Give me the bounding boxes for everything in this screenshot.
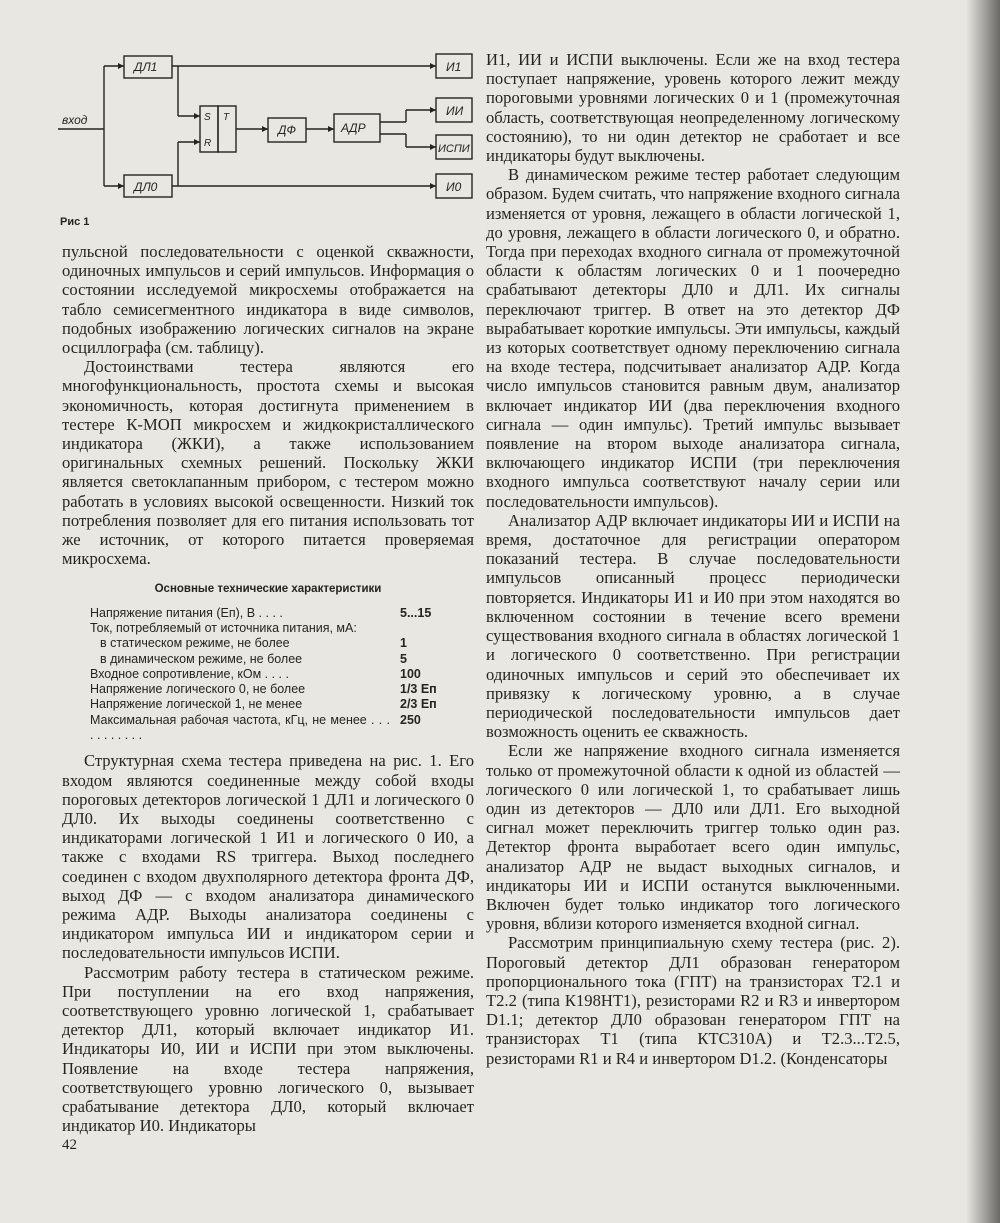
spec-row: [90, 713, 470, 744]
trigger-r-label: R: [204, 138, 212, 149]
spec-value: 250: [400, 712, 421, 727]
right-paragraph-3: Анализатор АДР включает индикаторы ИИ и ИСПИ на время, достаточное для регистрации оператором показаний тестера. В случае последовательности импульсов описанный процесс периодически повторяется. Индикаторы И1 и И0 при этом находятся во включенном состоянии в течение всего времени существования входного сигнала в областях логической 1 и логического 0 соответственно. При регистрации одиночных импульсов и серий это обеспечивает их привязку к логическому уровню, а в случае периодической последовательности импульсов дает возможность оценить ее скважность.: [486, 510, 900, 742]
i1-label: И1: [446, 60, 462, 74]
spec-value: 5...15: [400, 605, 432, 620]
right-paragraph-4: Если же напряжение входного сигнала изменяется только от промежуточной области к одной из областей — логического 0 или логической 1, то срабатывает лишь один из детекторов — ДЛ0 или ДЛ1. Его выходной сигнал может переключить триггер только один раз. Детектор фронта выработает всего один импульс, анализатор АДР не выдаст выходных сигналов, и индикаторы ИИ и ИСПИ останутся выключенными. Включен будет только индикатор того логического уровня, вблизи которого изменяется входной сигнал.: [486, 741, 900, 934]
spec-row: [90, 697, 470, 712]
figure-caption: Рис 1: [60, 216, 90, 228]
spec-value: 100: [400, 666, 421, 681]
left-paragraph-1: пульсной последовательности с оценкой скважности, одиночных импульсов и серий импульсов. Информация о состоянии исследуемой микросхемы отображается на табло семисегментного индикатора в виде символов, подобных изображению логических сигналов на экране осциллографа (см. таблицу).: [62, 242, 474, 358]
specs-title: Основные технические характеристики: [154, 583, 382, 596]
left-paragraph-4: Рассмотрим работу тестера в статическом режиме. При поступлении на его вход напряжения, соответствующего уровню логической 1, срабатывает детектор ДЛ1, который включает индикатор И1. Индикаторы И0, ИИ и ИСПИ при этом выключены. Появление на входе тестера напряжения, соответствующего уровню логического 0, вызывает срабатывание детектора ДЛ0, который включает индикатор И0. Индикаторы: [62, 962, 474, 1136]
left-paragraph-2: Достоинствами тестера являются его многофункциональность, простота схемы и высокая экономичность, которая достигнута применением в тестере К-МОП микросхем и жидкокристаллического индикатора (ЖКИ), а также использованием оригинальных схемных решений. Поскольку ЖКИ является светоклапанным прибором, с тестером можно работать в условиях высокой освещенности. Низкий ток потребления позволяет для его питания использовать тот же источник, от которого питается проверяемая микросхема.: [62, 357, 474, 569]
ii-label: ИИ: [446, 104, 464, 118]
df-label: ДФ: [278, 123, 296, 137]
left-column: [62, 242, 474, 1135]
spec-row: [90, 652, 470, 667]
spec-label: в статическом режиме, не более: [100, 636, 290, 651]
spec-value: 2/3 Eп: [400, 697, 437, 712]
spec-label: Напряжение логического 0, не более: [90, 682, 306, 697]
adr-label: АДР: [341, 121, 366, 135]
specs-table: [90, 606, 470, 744]
spec-label: Входное сопротивление, кОм . . . .: [90, 666, 289, 681]
spec-row: [90, 682, 470, 697]
page-edge-shadow: [966, 0, 1000, 1223]
dl1-label: ДЛ1: [134, 60, 158, 74]
spec-value: 1: [400, 636, 407, 651]
spec-label: Ток, потребляемый от источника питания, мА:: [90, 620, 357, 635]
right-column: [486, 50, 900, 1068]
trigger-s-label: S: [204, 112, 211, 123]
ispi-label: ИСПИ: [438, 143, 470, 155]
spec-label: Напряжение питания (Eп), В . . . .: [90, 605, 283, 620]
dl0-label: ДЛ0: [134, 180, 158, 194]
left-paragraph-3: Структурная схема тестера приведена на рис. 1. Его входом являются соединенные между собой входы пороговых детекторов логической 1 ДЛ1 и логического 0 ДЛ0. Их выходы соединены соответственно с индикаторами логической 1 И1 и логического 0 И0, а также с входами RS триггера. Выход последнего соединен с входом двухполярного детектора фронта ДФ, выход ДФ — с входом анализатора динамического режима АДР. Выходы анализатора соединены с индикатором импульса ИИ и индикатором серии и последовательности импульсов ИСПИ.: [62, 751, 474, 963]
spec-label: в динамическом режиме, не более: [100, 651, 303, 666]
trigger-t-label: T: [223, 112, 230, 123]
right-paragraph-2: В динамическом режиме тестер работает следующим образом. Будем считать, что напряжение входного сигнала изменяется от уровня, лежащего в области логической 1, до уровня, лежащего в области логического 0, и обратно. Тогда при переходах входного сигнала от промежуточной области к областям логических 0 и 1 поочередно срабатывают детекторы ДЛ0 и ДЛ1. Их сигналы переключают триггер. В ответ на это детектор ДФ вырабатывает короткие импульсы. Эти импульсы, каждый из которых соответствует одному переключению сигнала на входе тестера, подсчитывает анализатор АДР. Когда число импульсов становится равным двум, анализатор включает индикатор ИИ (два переключения входного сигнала — один импульс). Третий импульс вызывает появление на втором выходе анализатора сигнала, включающего индикатор ИСПИ (три переключения входного импульса соответствуют началу серии или последовательности импульсов).: [486, 165, 900, 511]
right-paragraph-5: Рассмотрим принципиальную схему тестера (рис. 2). Пороговый детектор ДЛ1 образован генератором пропорционального тока (ГПТ) на транзисторах Т2.1 и Т2.2 (типа К198НТ1), резисторами R2 и R3 и инвертором D1.1; детектор ДЛ0 образован генератором ГПТ на транзисторах Т1 (типа КТС310А) и Т2.3...Т2.5, резисторами R1 и R4 и инвертором D1.2. (Конденсаторы: [486, 933, 900, 1068]
spec-row: [90, 667, 470, 682]
right-paragraph-1: И1, ИИ и ИСПИ выключены. Если же на вход тестера поступает напряжение, уровень которого лежит между пороговыми уровнями логических 0 и 1 (промежуточная область, соответствующая неопределенному логическому состоянию), то ни один детектор не сработает и все индикаторы будут выключены.: [486, 50, 900, 166]
page-number: 42: [62, 1137, 77, 1153]
spec-label: Максимальная рабочая частота, кГц, не менее . . . . . . . . . . .: [90, 712, 390, 743]
spec-value: 5: [400, 651, 407, 666]
input-label: вход: [62, 113, 88, 127]
spec-value: [400, 621, 470, 636]
i0-label: И0: [446, 180, 462, 194]
spec-value: 1/3 Eп: [400, 682, 437, 697]
spec-row: [90, 621, 470, 636]
spec-row: [90, 636, 470, 651]
spec-row: [90, 606, 470, 621]
block-diagram: [58, 44, 478, 214]
spec-label: Напряжение логической 1, не менее: [90, 697, 303, 712]
